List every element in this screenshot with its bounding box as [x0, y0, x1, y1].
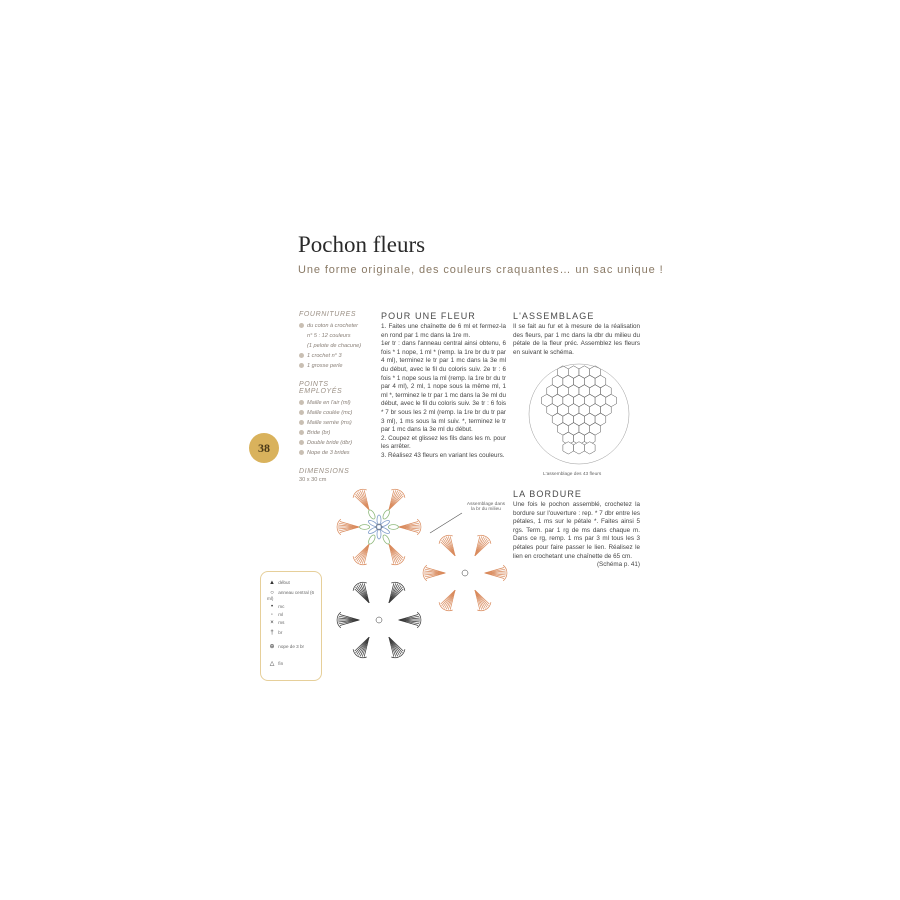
fournitures-item: du coton à crocheter — [299, 321, 371, 331]
fleur-step-3: 3. Réalisez 43 fleurs en variant les couleurs. — [381, 451, 505, 459]
points-item: Maille serrée (ms) — [299, 418, 371, 428]
flower-motif-dark — [337, 582, 421, 657]
bullet-icon — [299, 400, 304, 405]
points-item: Maille coulée (mc) — [299, 408, 371, 418]
nope-stitch — [367, 534, 376, 545]
assemblage-caption: L'assemblage des 43 fleurs — [543, 472, 602, 477]
legend-item: † br — [270, 630, 283, 636]
bullet-icon — [299, 450, 304, 455]
center-nope — [377, 515, 381, 525]
nope-stitch — [360, 525, 370, 530]
assemblage-diagram — [516, 362, 642, 470]
nope-stitch — [382, 509, 391, 520]
assemblage-section — [513, 311, 640, 357]
fournitures-item: 1 grosse perle — [299, 361, 371, 371]
points-item: Double bride (dbr) — [299, 438, 371, 448]
points-heading: POINTS EMPLOYÉS — [299, 381, 343, 395]
page-title: Pochon fleurs — [298, 232, 426, 257]
diagram-annotation: Assemblage dans la br du milieu — [466, 502, 506, 512]
center-nope — [377, 529, 381, 539]
fleur-heading: POUR UNE FLEUR — [381, 311, 476, 321]
page-number-badge: 38 — [249, 433, 279, 463]
assemblage-text: Il se fait au fur et à mesure de la réalisation des fleurs, par 1 mc dans la dbr du milieu du pétale de la fleur préc. Assemblez les fleurs en suivant le schéma. — [513, 323, 640, 356]
bullet-icon — [299, 353, 304, 358]
legend-item: ○ anneau central (6 ml) — [267, 590, 315, 602]
bordure-text: Une fois le pochon assemblé, crochetez la bordure sur l'ouverture : rep. * 7 dbr entre les pétales, 1 ms sur le pétale *. Faites ainsi 5 rgs. Term. par 1 rg de ms dans chaque m. Dans ce rg, remp. 1 ms par 3 ml tous les 3 pétales pour faire passer le lien. Réalisez le lien en crochetant une chaînette de 65 cm. — [513, 501, 640, 560]
bordure-heading: LA BORDURE — [513, 489, 583, 499]
bordure-ref: (Schéma p. 41) — [596, 561, 640, 569]
flower-motif-orange — [423, 535, 507, 610]
bullet-icon — [299, 440, 304, 445]
bullet-icon — [299, 430, 304, 435]
sidebar — [299, 311, 371, 485]
points-item: Bride (br) — [299, 428, 371, 438]
legend-item: ◦ ml — [270, 612, 284, 618]
center-ring — [462, 570, 468, 576]
hexagon-cell — [563, 442, 574, 454]
fournitures-item: 1 crochet n° 3 — [299, 351, 371, 361]
nope-stitch — [382, 534, 391, 545]
points-list — [299, 398, 371, 458]
flower-motif-colored — [337, 489, 421, 564]
symbol-legend — [260, 571, 322, 681]
fleur-rows: 1er tr : dans l'anneau central ainsi obtenu, 6 fois * 1 nope, 1 ml * (remp. la 1re br du tr par 4 ml), terminez le tr par 1 mc dans la 3e ml du début, avec le fil du coloris suiv. 2e tr : 6 fois * 1 nope sous la ml (remp. la 1re br du tr par 4 ml), 2 ml, 1 nope sous la même ml, 1 ml *, terminez le tr par 1 mc dans la 3e ml du début, avec le fil du coloris suiv. 3e tr : 6 fois * 7 br sous les 2 ml (remp. la 1re br du tr par 3 ml), 1 ms sous la ml suiv. *, terminez le tr par 1 mc dans la 3e ml du début. — [381, 340, 506, 434]
points-item: Maille en l'air (ml) — [299, 398, 371, 408]
bullet-icon — [299, 363, 304, 368]
fleur-section — [381, 311, 506, 461]
fournitures-item: (1 pelote de chacune) — [307, 343, 362, 349]
nope-stitch — [388, 525, 398, 530]
assemblage-heading: L'ASSEMBLAGE — [513, 311, 595, 321]
fleur-step-1: 1. Faites une chaînette de 6 ml et fermez-la en rond par 1 mc dans la 1re m. — [381, 323, 506, 339]
legend-item: ⊕ nope de 3 br — [269, 644, 305, 650]
bullet-icon — [299, 410, 304, 415]
legend-item: • mc — [270, 604, 285, 610]
bordure-section — [513, 489, 640, 570]
legend-item: × ms — [270, 620, 285, 626]
nope-stitch — [367, 509, 376, 520]
fournitures-heading: FOURNITURES — [299, 311, 357, 318]
bullet-icon — [299, 420, 304, 425]
points-item: Nope de 3 brides — [299, 448, 371, 458]
bullet-icon — [299, 323, 304, 328]
fleur-step-2: 2. Coupez et glissez les fils dans les m. pour les arrêter. — [381, 434, 506, 451]
hexagon-cell — [584, 442, 595, 454]
center-ring — [376, 617, 382, 623]
fournitures-item: n° 5 : 12 couleurs — [307, 333, 351, 339]
page-subtitle: Une forme originale, des couleurs craquantes… un sac unique ! — [298, 264, 664, 276]
dimensions-heading: DIMENSIONS — [299, 468, 350, 475]
annotation-arrow — [430, 513, 462, 533]
dimensions-value: 30 x 30 cm — [299, 477, 327, 483]
legend-item: ▲ début — [269, 580, 290, 586]
hexagon-cell — [574, 442, 585, 454]
fournitures-list — [299, 321, 371, 371]
hexagon-grid — [529, 364, 629, 464]
legend-item: △ fin — [269, 661, 284, 667]
